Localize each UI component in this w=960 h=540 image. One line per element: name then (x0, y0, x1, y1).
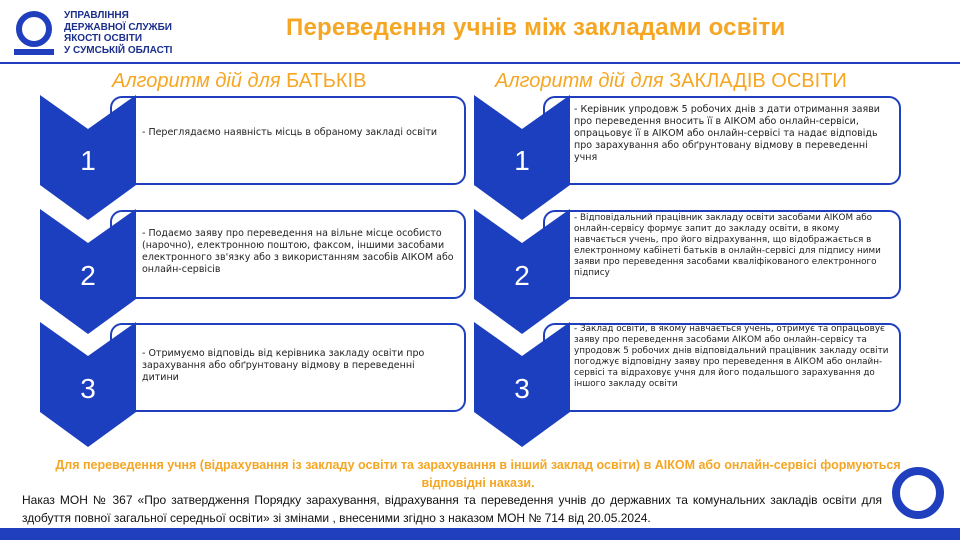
org-line: ЯКОСТІ ОСВІТИ (64, 33, 143, 44)
left-step-1-number: 1 (80, 145, 96, 176)
right-column-heading (495, 70, 847, 93)
left-step-2-number: 2 (80, 260, 96, 291)
right-step-1-text: - Керівник упродовж 5 робочих днів з дати отримання заяви про переведення вносить її в АІКОМ або онлайн-сервіси, опрацьовує її в АІКОМ або онлайн-сервісі та надає відповідь про зарахування або обґрунтовану відмову в переведенні учня (574, 104, 880, 163)
org-line: УПРАВЛІННЯ (64, 10, 129, 21)
right-step-1-number: 1 (514, 145, 530, 176)
right-heading-target: ЗАКЛАДІВ ОСВІТИ (669, 70, 847, 92)
org-line: У СУМСЬКІЙ ОБЛАСТІ (64, 44, 173, 56)
left-step-1-text: - Переглядаємо наявність місць в обраному закладі освіти (142, 127, 438, 138)
header-divider (0, 62, 960, 64)
left-step-2-text: - Подаємо заяву про переведення на вільне місце особисто (нарочно), електронною поштою, факсом, іншими засобами електронного зв'язку або з використанням засобів АІКОМ або онлайн-сервісів (142, 228, 454, 275)
right-step-2-text: - Відповідальний працівник закладу освіти засобами АІКОМ або онлайн-сервісу формує запит до закладу освіти, в якому навчається учень, про його відрахування, що відображається в електронному кабінеті батьків в онлайн-сервісі для підпису ними заяви про переведення засобами кваліфікованого електронного підпису (574, 213, 881, 278)
left-step-1-card (110, 96, 466, 185)
right-step-3-text: - Заклад освіти, в якому навчається учень, отримує та опрацьовує заяву про переведення засобами АІКОМ або онлайн-сервісу та упродовж 5 робочих днів відповідальний працівник закладу освіти погоджує відповідну заяву про переведення в АІКОМ або онлайн-сервісі та відраховує учня для його подальшого зарахування до іншого закладу освіти (574, 324, 889, 389)
right-step-3-number: 3 (514, 373, 530, 404)
left-heading-target: БАТЬКІВ (286, 70, 367, 92)
organization-name (64, 10, 172, 56)
footer-note: Для переведення учня (відрахування із закладу освіти та зарахування в інший заклад освіти) в АІКОМ або онлайн-сервісі формуються відповідні накази. (55, 458, 901, 490)
order-reference: Наказ МОН № 367 «Про затвердження Порядку зарахування, відрахування та переведення учнів до державних та комунальних закладів освіти для здобуття повної загальної середньої освіти» зі змінами , внесеними згідно з наказом МОН № 714 від 20.05.2024. (22, 493, 882, 525)
ring-decoration-icon (888, 463, 948, 523)
logo-ring-icon (10, 9, 58, 57)
left-step-3-number: 3 (80, 373, 96, 404)
right-heading-prefix: Алгоритм дій для (495, 70, 664, 92)
left-column-heading (112, 70, 366, 93)
bottom-bar (0, 528, 960, 540)
org-line: ДЕРЖАВНОЇ СЛУЖБИ (64, 21, 172, 33)
left-heading-prefix: Алгоритм дій для (112, 70, 281, 92)
left-step-3-text: - Отримуємо відповідь від керівника закладу освіти про зарахування або обґрунтовану відмову в переведенні дитини (142, 348, 425, 383)
right-step-2-number: 2 (514, 260, 530, 291)
page-title: Переведення учнів між закладами освіти (286, 14, 786, 41)
